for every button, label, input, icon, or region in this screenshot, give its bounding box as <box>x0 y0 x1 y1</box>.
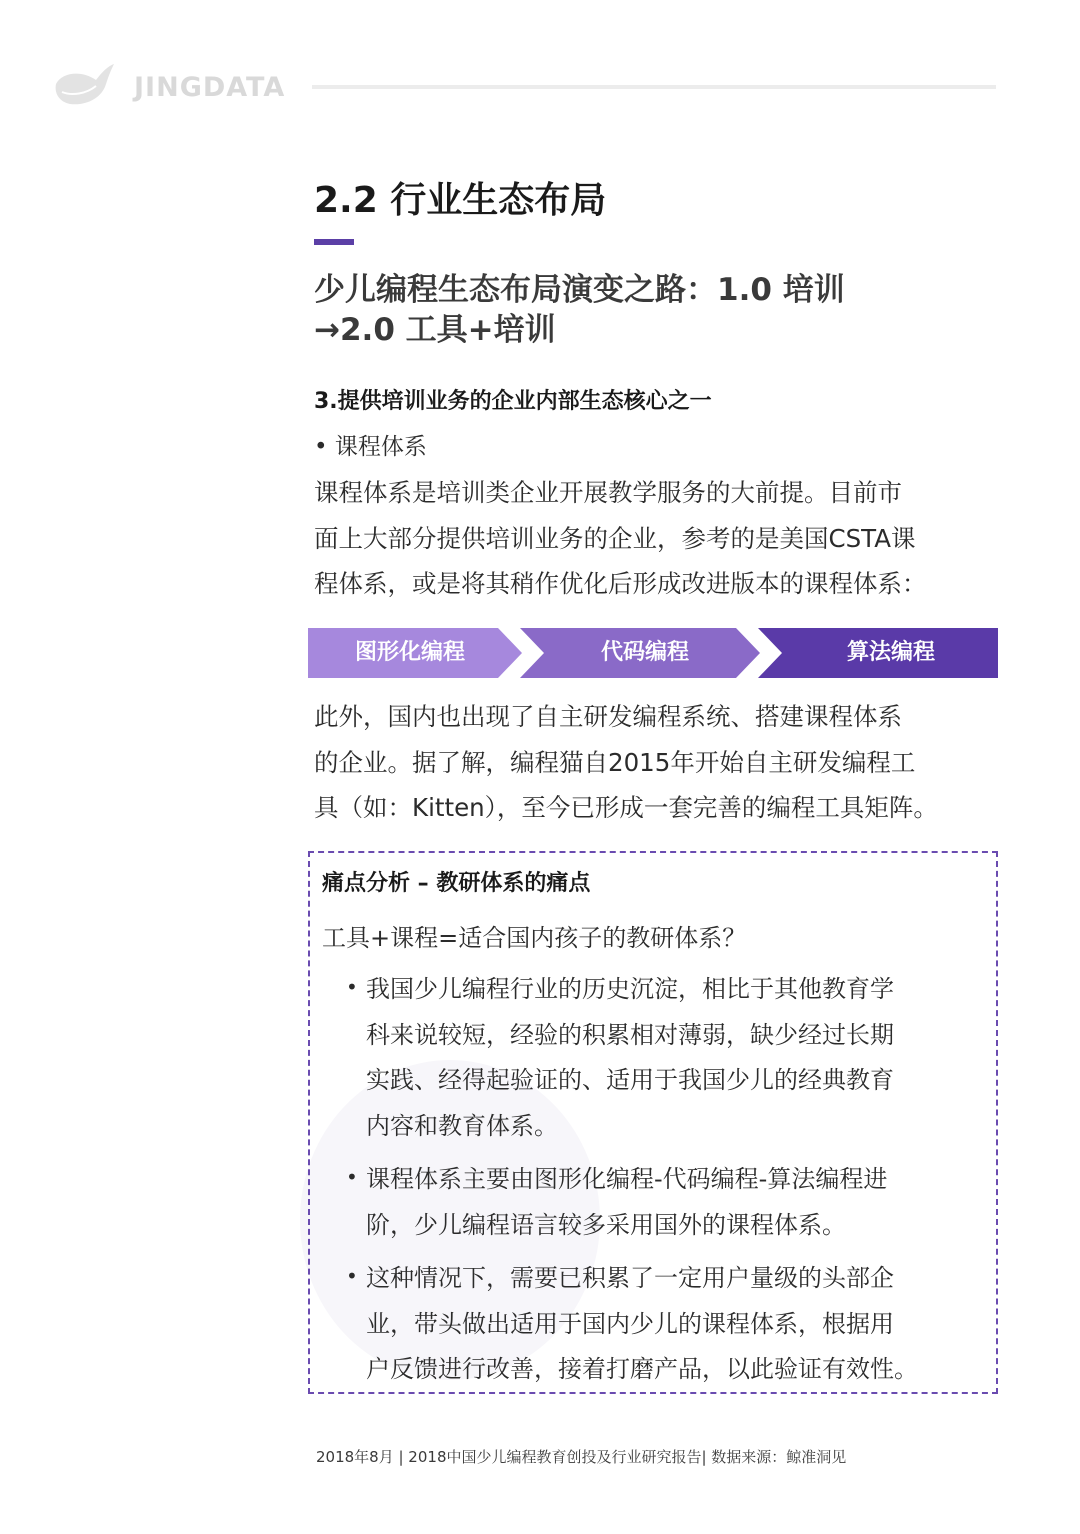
item-line: 业，带头做出适用于国内少儿的课程体系，根据用 <box>366 1309 894 1338</box>
paragraph-line: 此外，国内也出现了自主研发编程系统、搭建课程体系 <box>314 702 902 731</box>
logo-text: JINGDATA <box>134 72 286 103</box>
step-algorithm-programming: 算法编程 <box>846 640 935 665</box>
pain-point-item <box>366 967 991 1149</box>
header-divider <box>312 85 996 89</box>
paragraph-line: 的企业。据了解，编程猫自2015年开始自主研发编程工 <box>314 747 916 777</box>
page-header <box>0 0 1080 130</box>
curriculum-steps <box>308 628 998 678</box>
step-graphical-programming: 图形化编程 <box>354 640 465 665</box>
item-line: 户反馈进行改善，接着打磨产品，以此验证有效性。 <box>366 1355 918 1383</box>
pain-point-title: 痛点分析 – 教研体系的痛点 <box>322 871 591 896</box>
pain-point-item <box>366 1256 991 1393</box>
whale-logo-icon <box>52 62 116 110</box>
item-line: 我国少儿编程行业的历史沉淀，相比于其他教育学 <box>366 975 894 1003</box>
point-heading: 3.提供培训业务的企业内部生态核心之一 <box>314 389 712 414</box>
paragraph-curriculum <box>314 470 1004 607</box>
bullet-dot: • <box>346 1165 358 1189</box>
paragraph-line: 程体系，或是将其稍作优化后形成改进版本的课程体系： <box>314 569 927 598</box>
paragraph-line: 课程体系是培训类企业开展教学服务的大前提。目前市 <box>314 478 902 507</box>
title-accent-bar <box>314 239 354 245</box>
pain-point-question: 工具+课程=适合国内孩子的教研体系？ <box>322 924 747 952</box>
step-code-programming: 代码编程 <box>600 640 689 665</box>
paragraph-line: 面上大部分提供培训业务的企业，参考的是美国CSTA课 <box>314 523 916 553</box>
section-title: 2.2 行业生态布局 <box>314 180 607 221</box>
item-line: 阶，少儿编程语言较多采用国外的课程体系。 <box>366 1210 846 1239</box>
item-line: 课程体系主要由图形化编程-代码编程-算法编程进 <box>366 1165 888 1193</box>
bullet-dot: • <box>346 975 358 999</box>
item-line: 这种情况下，需要已积累了一定用户量级的头部企 <box>366 1264 894 1292</box>
subtitle-line-1: 少儿编程生态布局演变之路：1.0 培训 <box>314 272 845 308</box>
bullet-dot: • <box>346 1264 358 1288</box>
section-subtitle <box>314 270 974 350</box>
page-footer: 2018年8月 | 2018中国少儿编程教育创投及行业研究报告| 数据来源：鲸准洞见 <box>316 1448 847 1466</box>
item-line: 内容和教育体系。 <box>366 1111 558 1140</box>
bullet-heading: • 课程体系 <box>314 434 427 460</box>
item-line: 科来说较短，经验的积累相对薄弱，缺少经过长期 <box>366 1020 894 1049</box>
item-line: 实践、经得起验证的、适用于我国少儿的经典教育 <box>366 1066 894 1094</box>
pain-point-item <box>366 1157 991 1248</box>
paragraph-line: 具（如：Kitten），至今已形成一套完善的编程工具矩阵。 <box>314 793 938 822</box>
paragraph-self-developed <box>314 694 1004 831</box>
subtitle-line-2: →2.0 工具+培训 <box>314 312 556 348</box>
